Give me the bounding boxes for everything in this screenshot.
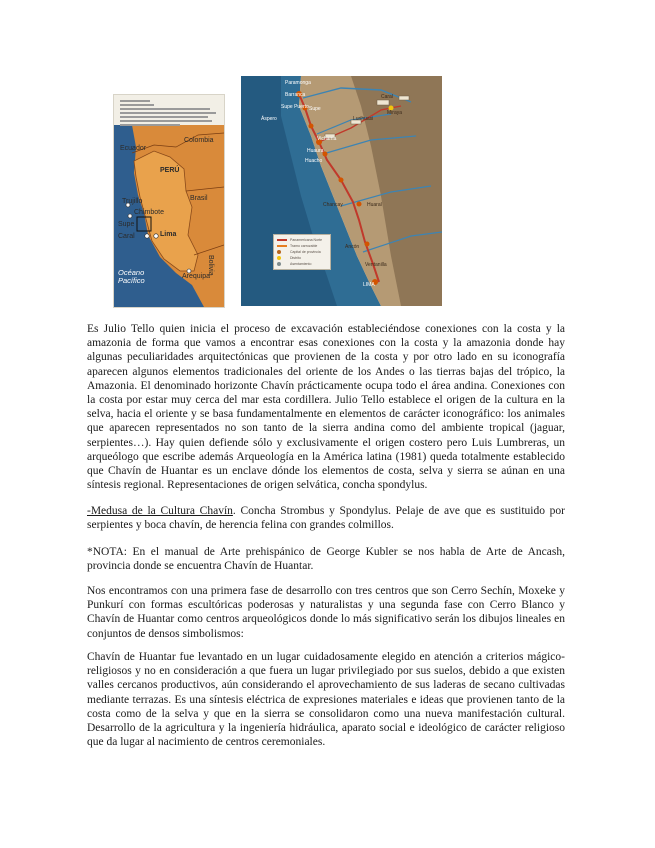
paragraph-medusa — [87, 504, 565, 532]
peru-map-image — [113, 94, 225, 308]
legend-item: Capital de provincia — [277, 249, 327, 255]
route-map-graphic — [241, 76, 442, 306]
label-caral: Caral — [381, 94, 393, 100]
label-lima: Lima — [160, 231, 177, 238]
label-supe-puerto: Supe Puerto — [281, 104, 309, 110]
label-supe: Supe — [118, 221, 135, 228]
label-aspero: Áspero — [261, 116, 277, 122]
label-lima-city: LIMA — [363, 282, 375, 288]
label-ventanilla: Ventanilla — [365, 262, 387, 268]
label-bolivia: Bolivia — [207, 255, 214, 276]
label-peru: PERÚ — [160, 167, 180, 174]
label-supe: Supe — [309, 106, 321, 112]
paragraph-note-kubler: *NOTA: En el manual de Arte prehispánico de George Kubler se nos habla de Arte de Ancash, provincia donde se encuentra Chavín de Huantar. — [87, 546, 565, 573]
label-vichama: Vichama — [317, 136, 337, 142]
legend-item: Distrito — [277, 255, 327, 261]
medusa-description: . Concha Strombus y Spondylus. Pelaje de ave que es sustituido por serpientes y boca chavín, de herencia felina con grandes colmillos. — [87, 505, 565, 532]
label-colombia: Colombia — [184, 137, 214, 144]
label-arequipa: Arequipa — [182, 273, 211, 280]
label-huaral: Huaral — [367, 202, 382, 208]
label-brasil: Brasil — [190, 195, 208, 202]
label-lurihuasi: Lurihuasi — [353, 116, 374, 122]
label-caral: Caral — [118, 233, 135, 240]
medusa-heading-link: -Medusa de la Cultura Chavín — [87, 505, 233, 517]
paragraph-chavin-huantar: Chavín de Huantar fue levantado en un lugar cuidadosamente elegido en atención a criterios mágico-religiosos y no en consideración a que fuera un lugar privilegiado por sus suelos, debido a que existen valles cercanos productivos, aún considerando el aprovechamiento de sus laderas de secano cultivadas mediante terrazas. Es una síntesis eléctrica de expresiones materiales e ideas que provienen tanto de la costa como de la selva y que en la sierra se consolidaron como una nueva manifestación cultural. Desarrollo de la agricultura y la ingeniería hidráulica, aparato social e ideológico de carácter religioso que da lugar al nacimiento de centros ceremoniales. — [87, 651, 565, 749]
label-ocean-line1: Océano — [118, 268, 145, 277]
label-ancon: Ancón — [345, 244, 360, 250]
label-chancay: Chancay — [323, 202, 343, 208]
label-paramonga: Paramonga — [285, 80, 311, 86]
label-ocean-line2: Pacífico — [118, 276, 145, 285]
label-barranca: Barranca — [285, 92, 306, 98]
paragraph-development-phases: Nos encontramos con una primera fase de desarrollo con tres centros que son Cerro Sechín, Moxeke y Punkurí con formas escultóricas poderosas y naturalistas y una segunda fase con Cerro Blanco y Chavín de Huantar como centros arqueológicos donde lo más significativo serán los dibujos lineales en conjuntos de densos simbolismos: — [87, 585, 565, 640]
map-caption-text — [120, 100, 216, 128]
paragraph-tello-origins: Es Julio Tello quien inicia el proceso de excavación estableciéndose conexiones con la costa y la amazonia de forma que vamos a encontrar esas conexiones con la costa y la amazonia donde hay algunas peculiaridades arquitectónicas que provienen de la costa y por otro lado en su iconografía aparecen algunos elementos tradicionales del oriente de los Andes o las tierras bajas del trópico, la Amazonia. El denominado horizonte Chavín prácticamente ocupa todo el área andina. Conexiones con la costa por estar muy cerca del mar esta cordillera. Julio Tello establece el origen de la cultura en la selva, hacia el oriente y se basa fundamentalmente en elementos de carácter iconográfico: los animales que aparecen representados no son tanto de la sierra andina como del ambiente tropical (jaguar, serpientes…). Hay quien defiende sólo y exclusivamente el origen costero pero Luis Lumbreras, un arqueólogo que escribe además Arqueología en la América latina (1981) queda totalmente establecido que Chavín de Huantar es un enclave dónde los elementos de costa, selva y sierra se aúnan en una síntesis regional. Representaciones de origen selvática, concha spondylus. — [87, 323, 565, 492]
label-huaura: Huaura — [307, 148, 324, 154]
label-ecuador: Ecuador — [120, 145, 147, 152]
legend-item: Asentamiento — [277, 261, 327, 267]
label-miraya: Miraya — [387, 110, 403, 116]
label-chimbote: Chimbote — [134, 209, 164, 216]
label-huacho: Huacho — [305, 158, 323, 164]
map-legend — [273, 234, 331, 270]
legend-item: Tramo carrozable — [277, 243, 327, 249]
route-map-image — [241, 76, 442, 306]
label-trujillo: Trujillo — [122, 198, 143, 205]
legend-item: Panamericana Norte — [277, 237, 327, 243]
